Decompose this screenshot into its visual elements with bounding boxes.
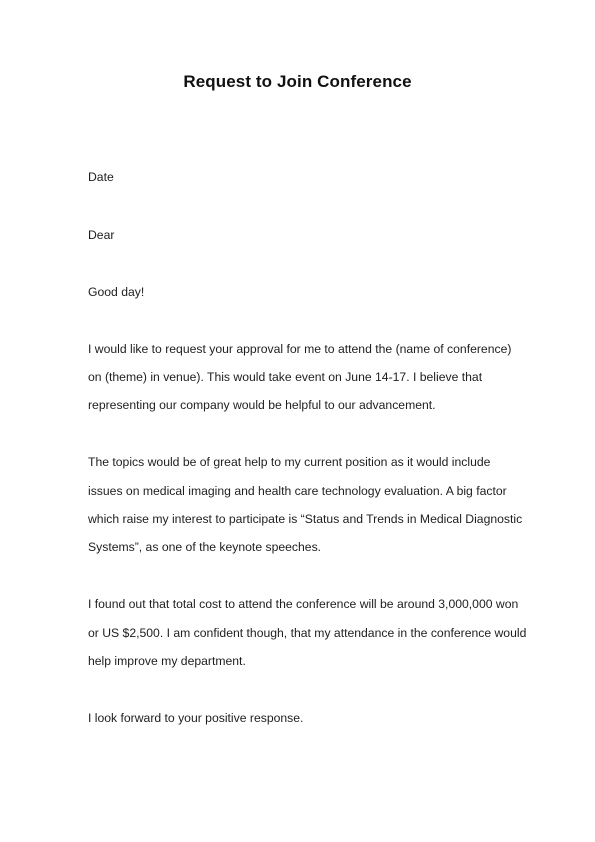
closing-line: I look forward to your positive response. — [88, 711, 304, 725]
date-label: Date — [88, 170, 114, 184]
paragraph-line: which raise my interest to participate is “Status and Trends in Medical Diagnostic — [88, 512, 523, 526]
greeting: Good day! — [88, 285, 145, 299]
paragraph-line: I would like to request your approval for me to attend the (name of conference) — [88, 342, 512, 356]
paragraph-line: on (theme) in venue). This would take event on June 14-17. I believe that — [88, 370, 483, 384]
paragraph-line: or US $2,500. I am confident though, that my attendance in the conference would — [88, 626, 527, 640]
paragraph-line: help improve my department. — [88, 654, 246, 668]
paragraph-line: representing our company would be helpful to our advancement. — [88, 398, 436, 412]
paragraph-line: Systems”, as one of the keynote speeches. — [88, 540, 322, 554]
paragraph-line: I found out that total cost to attend the conference will be around 3,000,000 won — [88, 597, 519, 611]
document-title: Request to Join Conference — [183, 72, 412, 91]
paragraph-line: The topics would be of great help to my current position as it would include — [88, 455, 491, 469]
paragraph-line: issues on medical imaging and health care technology evaluation. A big factor — [88, 484, 507, 498]
salutation: Dear — [88, 228, 115, 242]
